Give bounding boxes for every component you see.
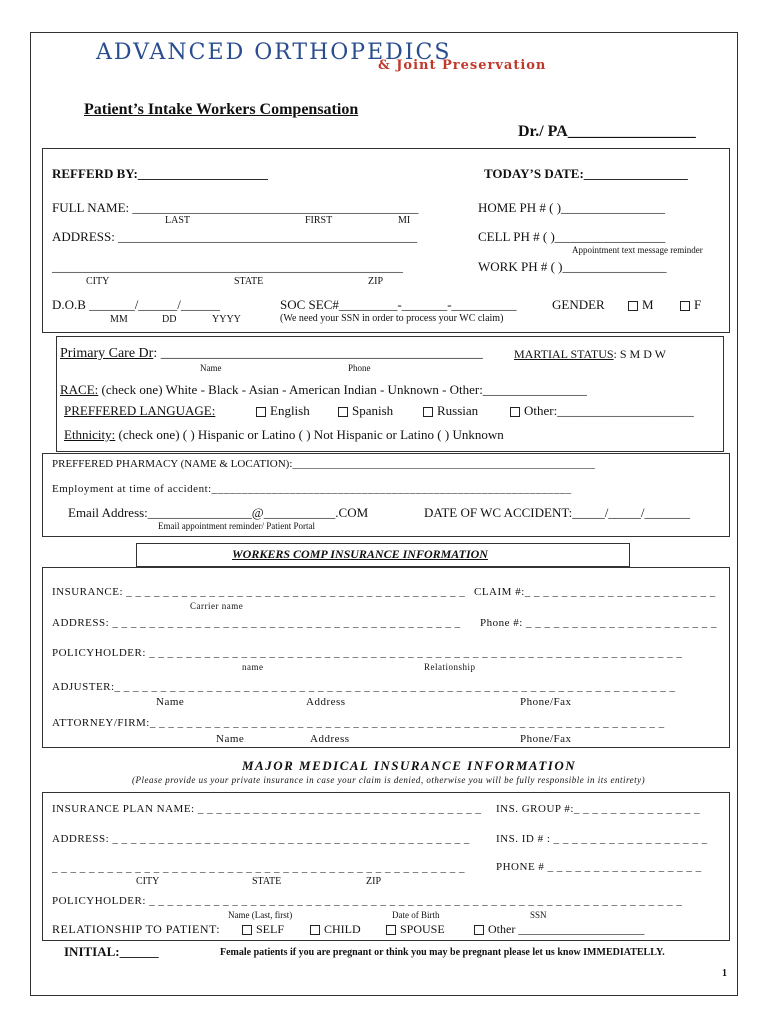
- english-label: English: [270, 403, 310, 418]
- primary-care-line: : ______________________________________________: [153, 346, 483, 361]
- primary-care-label: Primary Care Dr: [60, 346, 154, 361]
- checkbox-icon: [386, 925, 396, 935]
- mm-zip-caption: ZIP: [366, 876, 381, 887]
- checkbox-icon: [242, 925, 252, 935]
- email-note: Email appointment reminder/ Patient Portal: [158, 521, 315, 531]
- language-spanish-checkbox[interactable]: [338, 403, 393, 419]
- ssn-field[interactable]: SOC SEC#_________-_______-__________: [280, 297, 517, 312]
- marital-status-field[interactable]: [514, 347, 666, 362]
- logo-subtitle: & Joint Preservation: [378, 58, 547, 73]
- email-field[interactable]: Email Address:________________@___________.COM: [68, 505, 369, 520]
- gender-label: GENDER: [552, 297, 605, 312]
- wc-attorney-field[interactable]: ATTORNEY/FIRM:_ _ _ _ _ _ _ _ _ _ _ _ _ _ _ _ _ _ _ _ _ _ _ _ _ _ _ _ _ _ _ _ _ _ _ _ _ _ _ _ _ _ _ _ _ _ _ _ _ _ _ _ _ _ _ _: [52, 717, 665, 729]
- checkbox-icon: [628, 301, 638, 311]
- language-other-checkbox[interactable]: [510, 403, 694, 419]
- wc-policyholder-field[interactable]: POLICYHOLDER: _ _ _ _ _ _ _ _ _ _ _ _ _ _ _ _ _ _ _ _ _ _ _ _ _ _ _ _ _ _ _ _ _ _ _ _ _ _ _ _ _ _ _ _ _ _ _ _ _ _ _ _ _ _ _ _ _ _: [52, 647, 683, 659]
- mm-dob-caption: Date of Birth: [392, 910, 440, 920]
- spouse-label: SPOUSE: [400, 922, 445, 936]
- wc-heading: WORKERS COMP INSURANCE INFORMATION: [232, 547, 488, 561]
- home-phone-field[interactable]: HOME PH # ( )________________: [478, 200, 666, 215]
- full-name-field[interactable]: FULL NAME: ____________________________________________: [52, 200, 419, 215]
- mm-group-field[interactable]: INS. GROUP #:_ _ _ _ _ _ _ _ _ _ _ _ _ _: [496, 803, 701, 815]
- mm-policyholder-name-caption: Name (Last, first): [228, 910, 293, 920]
- mm-city-caption: CITY: [136, 876, 160, 887]
- address-field[interactable]: ADDRESS: ______________________________________________: [52, 229, 418, 244]
- first-caption: FIRST: [305, 215, 333, 226]
- language-russian-checkbox[interactable]: [423, 403, 478, 419]
- race-options: (check one) White - Black - Asian - American Indian - Unknown - Other:________________: [98, 382, 587, 397]
- self-label: SELF: [256, 922, 285, 936]
- city-state-zip-field[interactable]: ______________________________________________________: [52, 259, 403, 274]
- doctor-field[interactable]: Dr./ PA________________: [518, 123, 696, 140]
- checkbox-icon: [338, 407, 348, 417]
- cell-phone-field[interactable]: CELL PH # ( )_________________: [478, 229, 666, 244]
- checkbox-icon: [510, 407, 520, 417]
- zip-caption: ZIP: [368, 276, 383, 287]
- gender-male-checkbox[interactable]: [628, 297, 654, 313]
- employment-field[interactable]: Employment at time of accident:____________________________________________________________: [52, 483, 572, 495]
- mm-plan-field[interactable]: INSURANCE PLAN NAME: _ _ _ _ _ _ _ _ _ _ _ _ _ _ _ _ _ _ _ _ _ _ _ _ _ _ _ _ _ _ _: [52, 803, 482, 815]
- referred-by-field[interactable]: REFFERD BY:____________________: [52, 166, 268, 181]
- checkbox-icon: [680, 301, 690, 311]
- checkbox-icon: [474, 925, 484, 935]
- yyyy-caption: YYYY: [212, 314, 241, 325]
- checkbox-icon: [256, 407, 266, 417]
- relationship-child-checkbox[interactable]: [310, 922, 361, 937]
- adjuster-phone-caption: Phone/Fax: [520, 696, 572, 708]
- primary-care-field[interactable]: [60, 346, 483, 362]
- relationship-self-checkbox[interactable]: [242, 922, 284, 937]
- gender-female-checkbox[interactable]: [680, 297, 701, 313]
- adjuster-name-caption: Name: [156, 696, 185, 708]
- ssn-note: (We need your SSN in order to process your WC claim): [280, 313, 504, 324]
- other-relationship-label: Other _____________________: [488, 922, 645, 936]
- wc-address-field[interactable]: ADDRESS: _ _ _ _ _ _ _ _ _ _ _ _ _ _ _ _ _ _ _ _ _ _ _ _ _ _ _ _ _ _ _ _ _ _ _ _ _ _: [52, 617, 461, 629]
- race-label: RACE:: [60, 382, 99, 397]
- language-english-checkbox[interactable]: [256, 403, 310, 419]
- wc-accident-date-field[interactable]: DATE OF WC ACCIDENT:_____/_____/_______: [424, 505, 690, 520]
- marital-status-label: MARTIAL STATUS: [514, 347, 614, 361]
- logo-title: ADVANCED ORTHOPEDICS: [96, 40, 452, 65]
- russian-label: Russian: [437, 403, 479, 418]
- relationship-label: RELATIONSHIP TO PATIENT:: [52, 922, 221, 936]
- male-label: M: [642, 297, 654, 312]
- language-label: PREFFERED LANGUAGE:: [64, 403, 216, 418]
- checkbox-icon: [423, 407, 433, 417]
- ethnicity-field[interactable]: [64, 427, 504, 443]
- carrier-name-caption: Carrier name: [190, 601, 244, 611]
- mm-policyholder-field[interactable]: POLICYHOLDER: _ _ _ _ _ _ _ _ _ _ _ _ _ _ _ _ _ _ _ _ _ _ _ _ _ _ _ _ _ _ _ _ _ _ _ _ _ _ _ _ _ _ _ _ _ _ _ _ _ _ _ _ _ _ _ _ _ _: [52, 895, 683, 907]
- child-label: CHILD: [324, 922, 361, 936]
- ethnicity-options: (check one) ( ) Hispanic or Latino ( ) Not Hispanic or Latino ( ) Unknown: [115, 427, 504, 442]
- wc-insurance-field[interactable]: INSURANCE: _ _ _ _ _ _ _ _ _ _ _ _ _ _ _ _ _ _ _ _ _ _ _ _ _ _ _ _ _ _ _ _ _ _ _ _ _: [52, 586, 466, 598]
- work-phone-field[interactable]: WORK PH # ( )________________: [478, 259, 667, 274]
- state-caption: STATE: [234, 276, 264, 287]
- initial-field[interactable]: INITIAL:______: [64, 944, 159, 959]
- pregnancy-notice: Female patients if you are pregnant or think you may be pregnant please let us know IMMEDIATELLY.: [220, 947, 665, 958]
- policyholder-name-caption: name: [242, 662, 264, 672]
- mm-id-field[interactable]: INS. ID # : _ _ _ _ _ _ _ _ _ _ _ _ _ _ _ _ _: [496, 833, 708, 845]
- race-field[interactable]: [60, 382, 587, 398]
- spanish-label: Spanish: [352, 403, 394, 418]
- attorney-address-caption: Address: [310, 733, 350, 745]
- mm-state-caption: STATE: [252, 876, 282, 887]
- mm-caption: MM: [110, 314, 128, 325]
- mm-city-line[interactable]: _ _ _ _ _ _ _ _ _ _ _ _ _ _ _ _ _ _ _ _ _ _ _ _ _ _ _ _ _ _ _ _ _ _ _ _ _ _ _ _ _ _ _ _ _: [52, 862, 465, 874]
- dd-caption: DD: [162, 314, 177, 325]
- relationship-caption: Relationship: [424, 662, 476, 672]
- female-label: F: [694, 297, 702, 312]
- attorney-name-caption: Name: [216, 733, 245, 745]
- mm-phone-field[interactable]: PHONE # _ _ _ _ _ _ _ _ _ _ _ _ _ _ _ _ _: [496, 861, 702, 873]
- mi-caption: MI: [398, 215, 411, 226]
- mm-ssn-caption: SSN: [530, 910, 547, 920]
- mm-heading: MAJOR MEDICAL INSURANCE INFORMATION: [242, 758, 577, 773]
- adjuster-address-caption: Address: [306, 696, 346, 708]
- wc-claim-field[interactable]: CLAIM #:_ _ _ _ _ _ _ _ _ _ _ _ _ _ _ _ _ _ _ _ _: [474, 586, 716, 598]
- marital-options: : S M D W: [613, 347, 666, 361]
- other-language-label: Other:_____________________: [524, 403, 694, 418]
- relationship-spouse-checkbox[interactable]: [386, 922, 445, 937]
- last-caption: LAST: [165, 215, 190, 226]
- mm-address-field[interactable]: ADDRESS: _ _ _ _ _ _ _ _ _ _ _ _ _ _ _ _ _ _ _ _ _ _ _ _ _ _ _ _ _ _ _ _ _ _ _ _ _ _ _: [52, 833, 470, 845]
- relationship-other-checkbox[interactable]: [474, 922, 644, 937]
- phone-caption: Phone: [348, 363, 371, 373]
- attorney-phone-caption: Phone/Fax: [520, 733, 572, 745]
- page-number: 1: [722, 968, 727, 979]
- appointment-reminder-note: Appointment text message reminder: [572, 245, 703, 255]
- wc-adjuster-field[interactable]: ADJUSTER:_ _ _ _ _ _ _ _ _ _ _ _ _ _ _ _ _ _ _ _ _ _ _ _ _ _ _ _ _ _ _ _ _ _ _ _ _ _ _ _ _ _ _ _ _ _ _ _ _ _ _ _ _ _ _ _ _ _ _ _ _: [52, 681, 676, 693]
- name-caption: Name: [200, 363, 222, 373]
- dob-field[interactable]: D.O.B _______/______/______: [52, 297, 220, 312]
- pharmacy-field[interactable]: PREFFERED PHARMACY (NAME & LOCATION):_______________________________________________________: [52, 458, 595, 470]
- ethnicity-label: Ethnicity:: [64, 427, 116, 442]
- wc-phone-field[interactable]: Phone #: _ _ _ _ _ _ _ _ _ _ _ _ _ _ _ _ _ _ _ _ _: [480, 617, 718, 629]
- mm-note: (Please provide us your private insurance in case your claim is denied, otherwise you will be fully responsible in its entirety): [132, 775, 646, 785]
- city-caption: CITY: [86, 276, 110, 287]
- todays-date-field[interactable]: TODAY’S DATE:________________: [484, 166, 688, 181]
- checkbox-icon: [310, 925, 320, 935]
- form-title: Patient’s Intake Workers Compensation: [84, 101, 359, 118]
